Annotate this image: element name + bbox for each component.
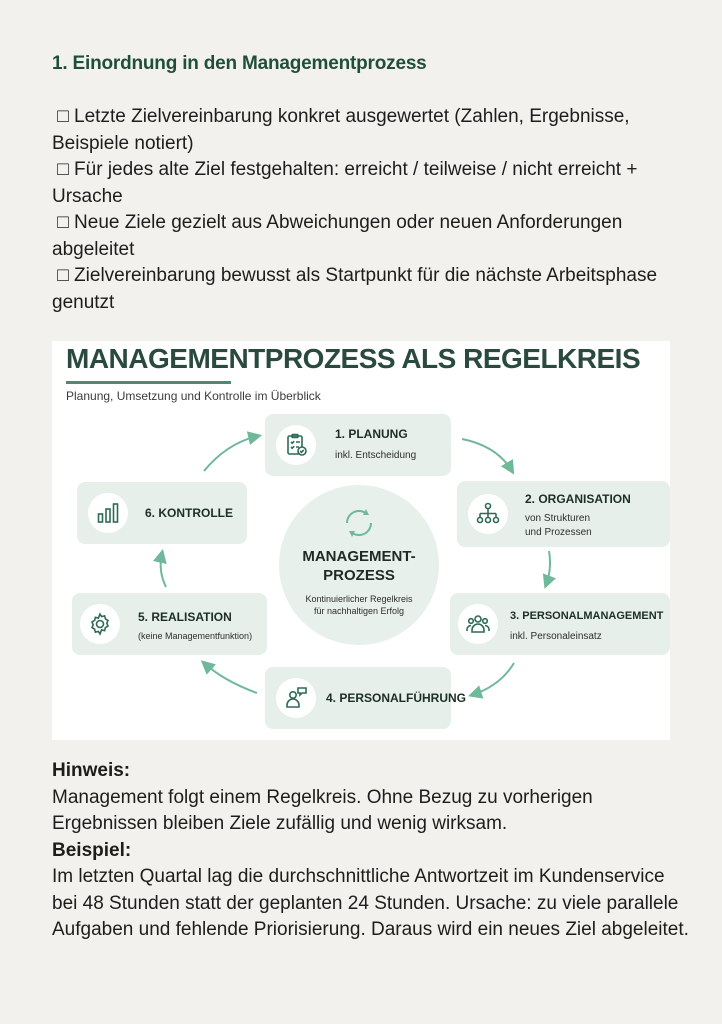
- checklist-item-text: Zielvereinbarung bewusst als Startpunkt für die nächste Arbeitsphase genutzt: [52, 265, 658, 313]
- step-description: von Strukturen: [525, 513, 591, 524]
- step-planung: [265, 414, 451, 476]
- arrow-personalfuehrung-realisation: [204, 663, 257, 693]
- people-group-icon: [458, 604, 498, 644]
- clipboard-check-icon: [276, 425, 316, 465]
- checklist: [52, 104, 692, 316]
- bar-chart-icon: [88, 493, 128, 533]
- arrow-realisation-kontrolle: [161, 553, 166, 587]
- center-title: MANAGEMENT- PROZESS: [302, 548, 416, 584]
- step-description: inkl. Personaleinsatz: [510, 631, 602, 642]
- checklist-item: [52, 157, 692, 210]
- checklist-item-text: Neue Ziele gezielt aus Abweichungen oder neuen Anforderungen abgeleitet: [52, 212, 623, 260]
- example-label: Beispiel:: [52, 839, 132, 861]
- step-personalmanagement: [450, 593, 670, 655]
- step-title: 2. ORGANISATION: [525, 492, 631, 506]
- step-organisation: [457, 481, 670, 547]
- example-text: Im letzten Quartal lag die durchschnittliche Antwortzeit im Kundenservice bei 48 Stunden statt der geplanten 24 Stunden. Ursache: zu viele parallele Aufgaben und fehlende Priorisierung. Daraus wird ein neues Ziel abgeleitet.: [52, 866, 689, 940]
- arrow-personalmanagement-personalfuehrung: [472, 663, 514, 695]
- checklist-item: [52, 104, 692, 157]
- center-circle: [279, 485, 439, 645]
- step-realisation: [72, 593, 267, 655]
- notes: [52, 758, 692, 944]
- checkbox-icon: □: [57, 159, 69, 180]
- gear-icon: [80, 604, 120, 644]
- checkbox-icon: □: [57, 212, 69, 233]
- step-kontrolle: [77, 482, 247, 544]
- figure-subtitle: Planung, Umsetzung und Kontrolle im Überblick: [66, 389, 321, 403]
- step-title: 3. PERSONALMANAGEMENT: [510, 610, 664, 622]
- step-title: 1. PLANUNG: [335, 427, 408, 441]
- step-description: und Prozessen: [525, 527, 592, 538]
- checklist-item: [52, 263, 692, 316]
- cycle-icon: [339, 503, 379, 543]
- step-title: 4. PERSONALFÜHRUNG: [326, 691, 467, 705]
- section-title: 1. Einordnung in den Managementprozess: [52, 53, 427, 74]
- hint-label: Hinweis:: [52, 760, 131, 781]
- checklist-item-text: Für jedes alte Ziel festgehalten: erreicht / teilweise / nicht erreicht + Ursache: [52, 159, 638, 207]
- management-cycle-figure: [52, 341, 670, 740]
- checkbox-icon: □: [57, 106, 69, 127]
- checklist-item: [52, 210, 692, 263]
- step-title: 5. REALISATION: [138, 610, 232, 624]
- arrow-kontrolle-planung: [204, 436, 258, 471]
- person-speech-icon: [276, 678, 316, 718]
- center-subtitle: Kontinuierlicher Regelkreis für nachhaltigen Erfolg: [305, 594, 413, 616]
- checklist-item-text: Letzte Zielvereinbarung konkret ausgewertet (Zahlen, Ergebnisse, Beispiele notiert): [52, 106, 630, 154]
- arrow-planung-organisation: [462, 439, 512, 471]
- org-chart-icon: [468, 494, 508, 534]
- arrow-organisation-personalmanagement: [546, 551, 550, 585]
- hint-text: Management folgt einem Regelkreis. Ohne Bezug zu vorherigen Ergebnissen bleiben Ziele zufällig und wenig wirksam.: [52, 786, 593, 834]
- step-description: (keine Managementfunktion): [138, 631, 253, 641]
- step-title: 6. KONTROLLE: [145, 506, 234, 520]
- figure-title: MANAGEMENTPROZESS ALS REGELKREIS: [66, 343, 641, 374]
- checkbox-icon: □: [57, 265, 69, 286]
- step-personalfuehrung: [265, 667, 467, 729]
- step-description: inkl. Entscheidung: [335, 450, 417, 461]
